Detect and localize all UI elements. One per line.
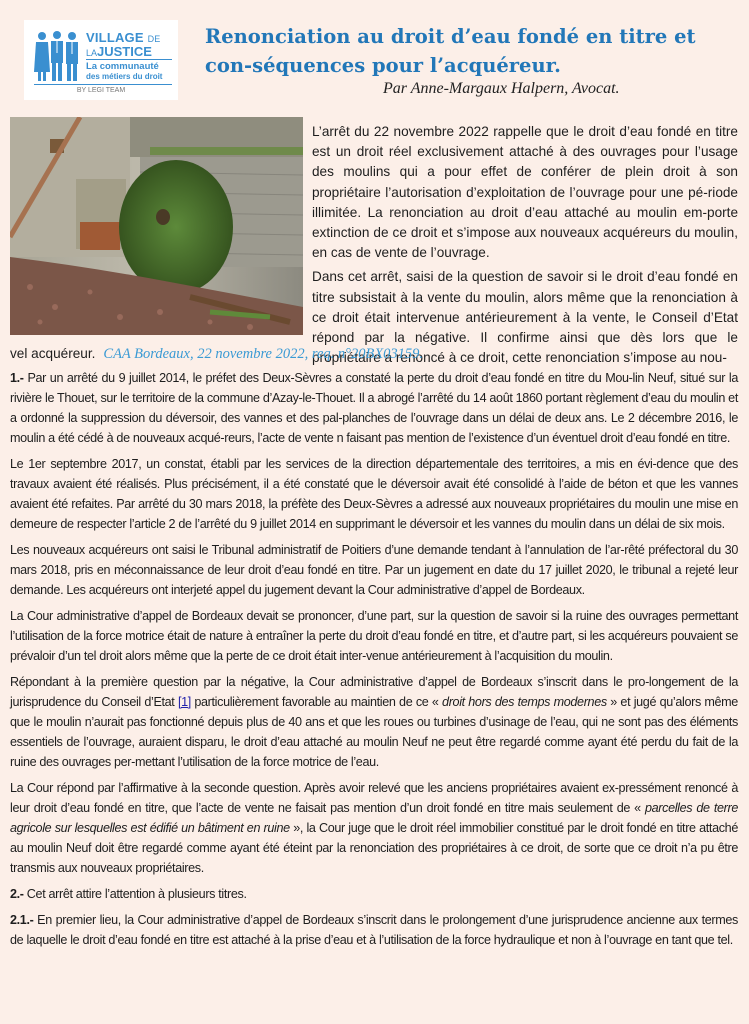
millstone-photo bbox=[10, 117, 303, 335]
quote-text: droit hors des temps modernes bbox=[442, 695, 607, 709]
paragraph-8 bbox=[10, 910, 738, 950]
paragraph-text: Par un arrêté du 9 juillet 2014, le préfet des Deux-Sèvres a constaté la perte du droit d’eau fondé en titre du Mou-lin Neuf, situé sur la rivière le Thouet, sur le territoire de la commune d’Azay-le-Thouet. Il a abrogé l’arrêté du 14 août 1860 portant règlement d’eau du moulin et a ordonné la suppression du déversoir, des vannes et des pal-planches de l’ouvrage dans un délai de deux ans. Le 2 décembre 2016, le moulin a été cédé à de nouveaux acqué-reurs, l’acte de vente n faisant pas mention de l’existence d’un éventuel droit d’eau fondé en titre. bbox=[10, 371, 738, 445]
millstone-image bbox=[10, 117, 303, 335]
paragraph-text: », la Cour juge que le droit réel immobilier constitué par le droit fondé en titre attaché au moulin Neuf doit être regardé comme ayant été éteint par la renonciation des propriétaires à ce droit, de sorte que ce droit n’a pu être transmis aux nouveaux propriétaires. bbox=[10, 821, 738, 875]
section-number: 1.- bbox=[10, 371, 24, 385]
paragraph-2: Le 1er septembre 2017, un constat, établi par les services de la direction départementale des territoires, a mis en évi-dence que des travaux avaient été réalisés. Plus précisément, il a été constaté que le déversoir avait été consolidé à l’aide de béton et que les vannes avaient été refaites. Par arrêté du 30 mars 2018, la préfète des Deux-Sèvres a adressé aux nouveaux propriétaires du moulin une mise en demeure de respecter l’article 2 de l’arrêté du 9 juillet 2014 en supprimant le déversoir et les vannes du moulin dans un délai de six mois. bbox=[10, 457, 738, 531]
intro-tail: vel acquéreur. bbox=[10, 346, 96, 361]
logo-byline: BY LEGI TEAM bbox=[76, 87, 126, 94]
paragraph-4: La Cour administrative d’appel de Bordeaux devait se prononcer, d’une part, sur la question de savoir si la ruine des ouvrages permettant l’utilisation de la force motrice était de nature à entraîner la perte du droit d’eau fondé en titre, et d’autre part, si les acquéreurs pouvaient se prévaloir d’un tel droit alors même que la perte de ce droit était inter-venue antérieurement à l’acquisition du moulin. bbox=[10, 609, 738, 663]
intro-section bbox=[312, 122, 738, 372]
logo-divider bbox=[86, 59, 172, 60]
logo-divider-bottom bbox=[34, 84, 172, 85]
section-number: 2.1.- bbox=[10, 913, 34, 927]
logo-subtagline: des métiers du droit bbox=[86, 72, 163, 81]
paragraph-5 bbox=[10, 672, 738, 772]
paragraph-6 bbox=[10, 778, 738, 878]
footnote-link[interactable]: [1] bbox=[177, 695, 191, 709]
paragraph-text: En premier lieu, la Cour administrative d’appel de Bordeaux s’inscrit dans le prolongement d’une jurisprudence ancienne aux termes de laquelle le droit d’eau fondé en titre est attaché à la prise d’eau et à l’utilisation de la force hydraulique et non à l’ouvrage en tant que tel. bbox=[10, 913, 738, 947]
village-de-la-justice-logo bbox=[24, 20, 178, 100]
paragraph-3: Les nouveaux acquéreurs ont saisi le Tribunal administratif de Poitiers d’une demande tendant à l’annulation de l’ar-rêté préfectoral du 30 mars 2018, pris en méconnaissance de leur droit d’eau fondé en titre. Par un jugement en date du 17 juillet 2020, le tribunal a rejeté leur demande. Les acquéreurs ont interjeté appel du jugement devant la Cour administrative d’appel de Bordeaux. bbox=[10, 543, 738, 597]
paragraph-text: Répondant à la première question par la négative, la Cour administrative d’appel de Bordeaux s’inscrit dans le pro-longement de la jurisprudence du Conseil d’Etat bbox=[10, 675, 738, 709]
paragraph-text: » et jugé qu’alors même que le moulin n’aurait pas fonctionné depuis plus de 40 ans et que les roues ou turbines d’usinage de l’eau, qui ne sont pas des éléments essentiels de l’ouvrage, auraient disparu, le droit d’eau attaché au moulin Neuf ne peut être regardé comme ayant été perdu du fait de la ruine des ouvrages per-mettant l’utilisation de la force motrice de l’eau. bbox=[10, 695, 738, 769]
article-title: Renonciation au droit d’eau fondé en titre et con-séquences pour l’acquéreur. bbox=[205, 25, 696, 77]
article-author: Par Anne-Margaux Halpern, Avocat. bbox=[383, 80, 620, 97]
logo-tagline: La communauté bbox=[86, 61, 159, 72]
paragraph-7 bbox=[10, 884, 738, 904]
quote-text: parcelles de terre agricole sur lesquelles est édifié un bâtiment en ruine bbox=[10, 801, 738, 835]
intro-paragraph-2: Dans cet arrêt, saisi de la question de savoir si le droit d’eau fondé en titre subsistait à la vente du moulin, alors même que la renonciation à ce droit était intervenue antérieurement à la vente, le Conseil d’Etat répond par la négative. Il confirme ainsi que dès lors que le propriétaire a renoncé à ce droit, cette renonciation s’impose au nou- bbox=[312, 269, 738, 366]
three-lawyers-icon bbox=[34, 30, 80, 82]
logo-line-justice: LAJUSTICE bbox=[86, 44, 152, 59]
case-citation: CAA Bordeaux, 22 novembre 2022, req. n°20BX03159. bbox=[103, 346, 424, 362]
paragraph-1 bbox=[10, 368, 738, 448]
paragraph-text: La Cour répond par l’affirmative à la seconde question. Après avoir relevé que les anciens propriétaires avaient ex-pressément renoncé à leur droit d’eau fondé en titre, que l’acte de vente ne faisait pas mention d’un droit fondé en titre mais seulement de « bbox=[10, 781, 738, 815]
paragraph-text: particulièrement favorable au maintien de ce « bbox=[190, 695, 443, 709]
intro-paragraph-1: L’arrêt du 22 novembre 2022 rappelle que le droit d’eau fondé en titre est un droit réel exclusivement attaché à des ouvrages pour l’usage des moulins qui a pour effet de conférer de plein droit à son propriétaire l’autorisation d’exploitation de l’ouvrage pour une pé-riode illimitée. La renonciation au droit d’eau attaché au moulin em-porte extinction de ce droit et s’impose aux nouveaux acquéreurs du moulin, en cas de vente de l’ouvrage. bbox=[312, 124, 738, 261]
intro-continuation bbox=[10, 344, 738, 364]
paragraph-text: Cet arrêt attire l’attention à plusieurs titres. bbox=[23, 887, 247, 901]
section-number: 2.- bbox=[10, 887, 24, 901]
logo-line-village: VILLAGE DE bbox=[86, 30, 161, 45]
article-body bbox=[10, 368, 738, 956]
